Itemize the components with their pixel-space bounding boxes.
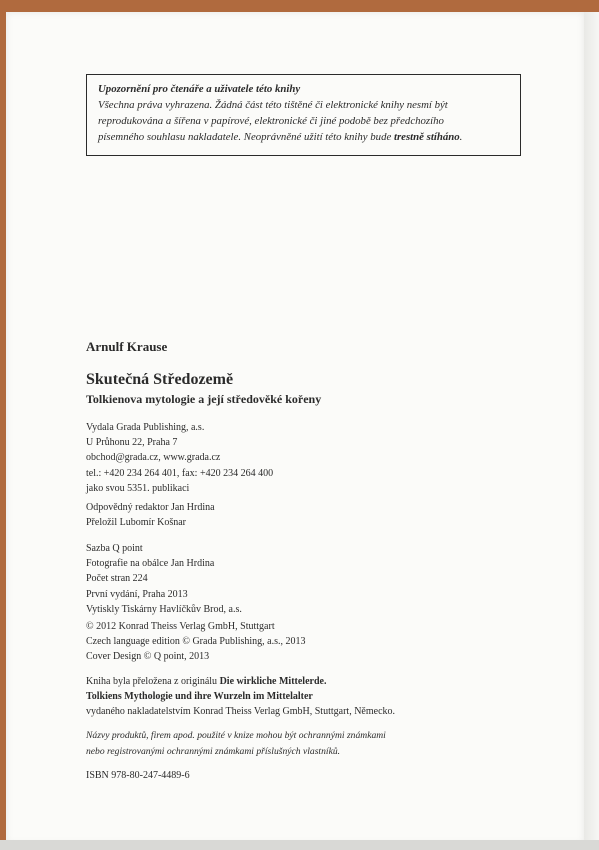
notice-line <box>98 129 512 145</box>
isbn: ISBN 978-80-247-4489-6 <box>86 770 190 781</box>
copyright-line: Czech language edition © Grada Publishing, a.s., 2013 <box>86 636 306 648</box>
publisher-line: obchod@grada.cz, www.grada.cz <box>86 452 221 464</box>
publisher-info <box>86 420 273 496</box>
publisher-line: tel.: +420 234 264 401, fax: +420 234 264 400 <box>86 467 274 479</box>
notice-line-end: . <box>459 131 463 143</box>
original-intro: Kniha byla přeložena z originálu <box>86 676 220 687</box>
staff-info <box>86 500 215 530</box>
author-name: Arnulf Krause <box>86 339 168 354</box>
copyright-info <box>86 619 306 665</box>
publisher-line: jako svou 5351. publikaci <box>86 482 190 494</box>
publisher-line: Vydala Grada Publishing, a.s. <box>86 422 205 433</box>
production-info <box>86 541 242 617</box>
publisher-line: U Průhonu 22, Praha 7 <box>86 437 178 449</box>
notice-emphasis: trestně stíháno <box>393 131 460 143</box>
original-title: Die wirkliche Mittelerde. <box>219 676 327 687</box>
trademark-line: Názvy produktů, firem apod. použité v knize mohou být ochrannými známkami <box>86 730 386 741</box>
original-line <box>86 674 395 689</box>
staff-line: Odpovědný redaktor Jan Hrdina <box>86 502 215 513</box>
book-title: Skutečná Středozemě <box>86 371 234 388</box>
trademark-line: nebo registrovanými ochrannými známkami příslušných vlastníků. <box>86 745 341 757</box>
original-edition-info <box>86 674 395 720</box>
notice-line: Všechna práva vyhrazena. Žádná část této tištěné či elektronické knihy nesmí být <box>98 99 448 111</box>
copyright-line: Cover Design © Q point, 2013 <box>86 651 210 663</box>
original-publisher-line: vydaného nakladatelstvím Konrad Theiss Verlag GmbH, Stuttgart, Německo. <box>86 706 396 718</box>
production-line: Počet stran 224 <box>86 573 148 585</box>
copyright-line: © 2012 Konrad Theiss Verlag GmbH, Stuttgart <box>86 621 275 632</box>
page-edge-right <box>584 12 599 844</box>
page-edge-bottom <box>0 840 599 850</box>
copyright-notice-box <box>86 74 521 156</box>
notice-title: Upozornění pro čtenáře a uživatele této knihy <box>98 83 301 95</box>
production-line: První vydání, Praha 2013 <box>86 588 188 600</box>
trademark-note <box>86 728 386 759</box>
production-line: Fotografie na obálce Jan Hrdina <box>86 558 215 570</box>
notice-line: reprodukována a šířena v papírové, elektronické či jiné podobě bez předchozího <box>98 115 444 127</box>
book-subtitle: Tolkienova mytologie a její středověké kořeny <box>86 392 322 406</box>
production-line: Vytiskly Tiskárny Havlíčkův Brod, a.s. <box>86 603 242 615</box>
notice-line-start: písemného souhlasu nakladatele. Neoprávněné užití této knihy bude <box>98 131 394 143</box>
staff-line: Přeložil Lubomír Košnar <box>86 517 186 529</box>
original-title-continued: Tolkiens Mythologie und ihre Wurzeln im Mittelalter <box>86 691 313 703</box>
production-line: Sazba Q point <box>86 543 143 554</box>
